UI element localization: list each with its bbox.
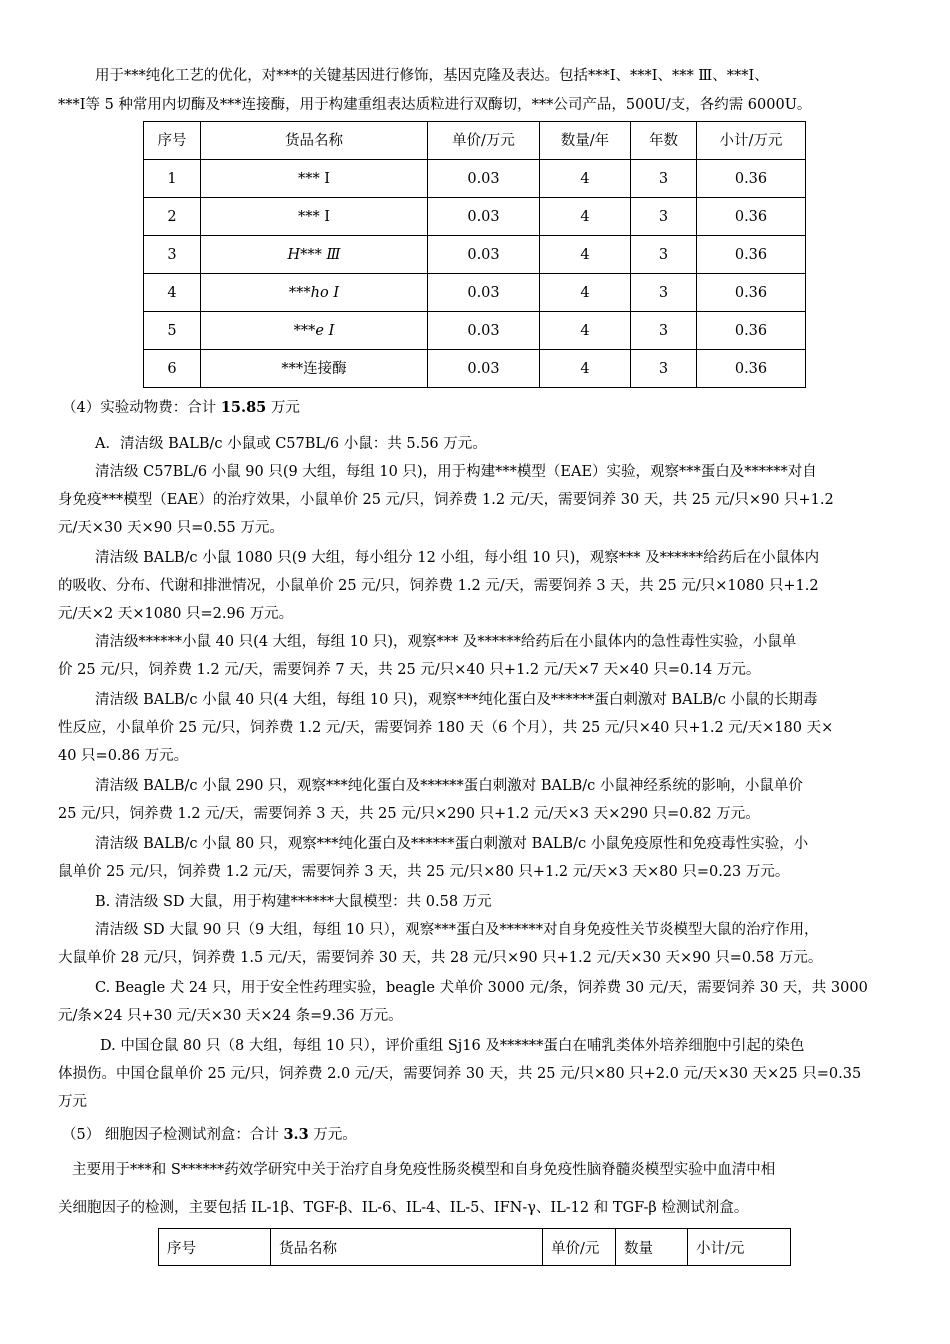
paragraph-line: B. 清洁级 SD 大鼠，用于构建******大鼠模型：共 0.58 万元 [95,894,492,910]
paragraph-line: 性反应，小鼠单价 25 元/只，饲养费 1.2 元/天，需要饲养 180 天（6 个月），共 25 元/只×40 只+1.2 元/天×180 天× [58,720,834,736]
cell: 5 [144,312,201,350]
table-row [144,160,806,198]
cell: 0.36 [697,312,806,350]
cell: 0.03 [428,312,540,350]
table-row [144,274,806,312]
paragraph-line: 元/条×24 只+30 元/天×30 天×24 条=9.36 万元。 [58,1008,403,1024]
paragraph-line: 25 元/只，饲养费 1.2 元/天，需要饲养 3 天，共 25 元/只×290 只+1.2 元/天×3 天×290 只=0.82 万元。 [58,806,760,822]
cell: 3 [631,236,697,274]
paragraph-line: 元/天×2 天×1080 只=2.96 万元。 [58,606,294,622]
cell: 4 [144,274,201,312]
col-header-unit-price: 单价/万元 [428,122,540,160]
cell: 4 [540,350,631,388]
paragraph-line: 清洁级 BALB/c 小鼠 290 只，观察***纯化蛋白及******蛋白刺激对 BALB/c 小鼠神经系统的影响，小鼠单价 [95,778,803,794]
cell: 3 [631,198,697,236]
cell: 0.36 [697,236,806,274]
enzyme-table [143,121,806,388]
cell: ***e Ⅰ [201,312,428,350]
outro-line-1: 主要用于***和 S******药效学研究中关于治疗自身免疫性肠炎模型和自身免疫性脑脊髓炎模型实验中血清中相 [72,1162,776,1178]
table-row [144,236,806,274]
section-5-heading [62,1125,902,1145]
cell: 0.03 [428,160,540,198]
table-row [144,312,806,350]
paragraph-line: 清洁级 BALB/c 小鼠 80 只，观察***纯化蛋白及******蛋白刺激对 BALB/c 小鼠免疫原性和免疫毒性实验，小 [95,836,809,852]
col-header-qty-per-year: 数量/年 [540,122,631,160]
cell: *** Ⅰ [201,160,428,198]
col-header-name: 货品名称 [201,122,428,160]
section-5-label: （5） 细胞因子检测试剂盒：合计 [62,1127,284,1143]
col-header-subtotal: 小计/万元 [697,122,806,160]
paragraph-line: 元/天×30 天×90 只=0.55 万元。 [58,520,284,536]
paragraph-line: 清洁级 SD 大鼠 90 只（9 大组，每组 10 只），观察***蛋白及******对自身免疫性关节炎模型大鼠的治疗作用， [95,922,819,938]
cell: 0.03 [428,198,540,236]
paragraph-line: 40 只=0.86 万元。 [58,748,189,764]
paragraph-line: 清洁级 C57BL/6 小鼠 90 只(9 大组，每组 10 只)，用于构建***模型（EAE）实验，观察***蛋白及******对自 [95,464,817,480]
cell: 0.36 [697,274,806,312]
cell: 4 [540,236,631,274]
section-4-unit: 万元 [266,400,300,416]
cell: ***连接酶 [201,350,428,388]
intro-line-1: 用于***纯化工艺的优化，对***的关键基因进行修饰，基因克隆及表达。包括***Ⅰ、***Ⅰ、*** Ⅲ、***Ⅰ、 [95,68,769,84]
paragraph-line: 的吸收、分布、代谢和排泄情况，小鼠单价 25 元/只，饲养费 1.2 元/天，需要饲养 3 天，共 25 元/只×1080 只+1.2 [58,578,819,594]
col-header-index: 序号 [159,1229,271,1266]
cell: 6 [144,350,201,388]
col-header-index: 序号 [144,122,201,160]
outro-line-2: 关细胞因子的检测，主要包括 IL-1β、TGF-β、IL-6、IL-4、IL-5、IFN-γ、IL-12 和 TGF-β 检测试剂盒。 [58,1200,749,1216]
cell: *** Ⅰ [201,198,428,236]
section-4-heading [62,398,902,418]
table-header-row [159,1229,791,1266]
cell: 3 [144,236,201,274]
paragraph-line: 万元 [58,1094,87,1110]
cell: 0.03 [428,236,540,274]
cell: 3 [631,274,697,312]
cell: 4 [540,274,631,312]
cell: 1 [144,160,201,198]
cell: ***ho Ⅰ [201,274,428,312]
reagent-table [158,1228,791,1266]
cell: 0.03 [428,274,540,312]
section-5-total: 3.3 [283,1126,309,1143]
cell: 0.03 [428,350,540,388]
paragraph-line: 体损伤。中国仓鼠单价 25 元/只，饲养费 2.0 元/天，需要饲养 30 天，共 25 元/只×80 只+2.0 元/天×30 天×25 只=0.35 [58,1066,862,1082]
paragraph-line: 身免疫***模型（EAE）的治疗效果，小鼠单价 25 元/只，饲养费 1.2 元/天，需要饲养 30 天，共 25 元/只×90 只+1.2 [58,492,834,508]
cell: 0.36 [697,350,806,388]
table-row [144,198,806,236]
paragraph-line: 清洁级******小鼠 40 只(4 大组，每组 10 只)，观察*** 及******给药后在小鼠体内的急性毒性实验，小鼠单 [95,634,797,650]
col-header-subtotal: 小计/元 [688,1229,791,1266]
cell: 0.36 [697,160,806,198]
col-header-name: 货品名称 [271,1229,543,1266]
cell: H*** Ⅲ [201,236,428,274]
table-row [144,350,806,388]
paragraph-line: D. 中国仓鼠 80 只（8 大组，每组 10 只），评价重组 Sj16 及******蛋白在哺乳类体外培养细胞中引起的染色 [100,1038,805,1054]
section-4-label: （4）实验动物费：合计 [62,400,221,416]
cell: 3 [631,350,697,388]
cell: 4 [540,312,631,350]
col-header-qty: 数量 [616,1229,688,1266]
paragraph-line: 清洁级 BALB/c 小鼠 1080 只(9 大组，每小组分 12 小组，每小组 10 只)，观察*** 及******给药后在小鼠体内 [95,550,820,566]
cell: 0.36 [697,198,806,236]
paragraph-line: A．清洁级 BALB/c 小鼠或 C57BL/6 小鼠：共 5.56 万元。 [95,436,487,452]
col-header-unit-price: 单价/元 [543,1229,616,1266]
col-header-years: 年数 [631,122,697,160]
section-5-unit: 万元。 [308,1127,357,1143]
cell: 3 [631,160,697,198]
paragraph-line: 清洁级 BALB/c 小鼠 40 只(4 大组，每组 10 只)，观察***纯化蛋白及******蛋白刺激对 BALB/c 小鼠的长期毒 [95,692,818,708]
intro-line-2: ***Ⅰ等 5 种常用内切酶及***连接酶，用于构建重组表达质粒进行双酶切，***公司产品，500U/支，各约需 6000U。 [58,97,812,113]
section-4-total: 15.85 [220,399,267,416]
table-header-row [144,122,806,160]
cell: 4 [540,198,631,236]
cell: 2 [144,198,201,236]
cell: 3 [631,312,697,350]
cell: 4 [540,160,631,198]
paragraph-line: 大鼠单价 28 元/只，饲养费 1.5 元/天，需要饲养 30 天，共 28 元/只×90 只+1.2 元/天×30 天×90 只=0.58 万元。 [58,950,823,966]
paragraph-line: C. Beagle 犬 24 只，用于安全性药理实验，beagle 犬单价 3000 元/条，饲养费 30 元/天，需要饲养 30 天，共 3000 [95,980,868,996]
paragraph-line: 鼠单价 25 元/只，饲养费 1.2 元/天，需要饲养 3 天，共 25 元/只×80 只+1.2 元/天×3 天×80 只=0.23 万元。 [58,864,790,880]
paragraph-line: 价 25 元/只，饲养费 1.2 元/天，需要饲养 7 天，共 25 元/只×40 只+1.2 元/天×7 天×40 只=0.14 万元。 [58,662,761,678]
